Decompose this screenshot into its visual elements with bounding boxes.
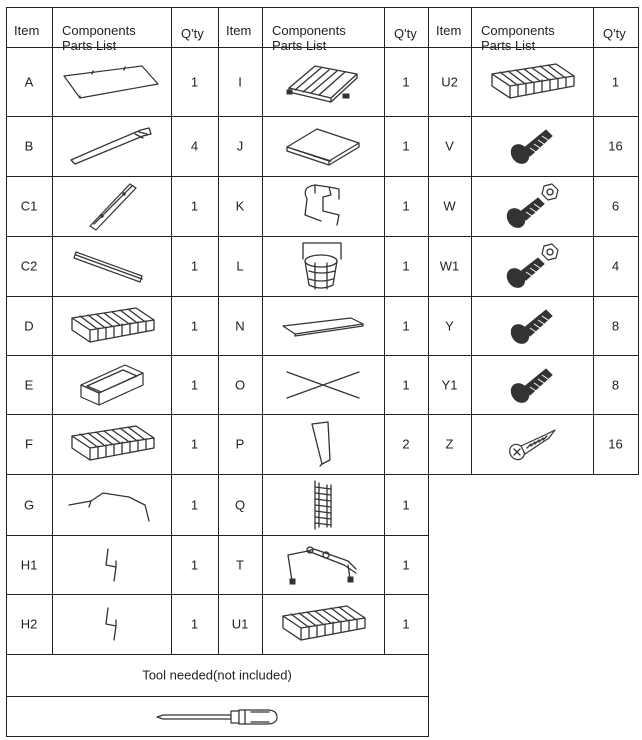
part-quantity: 1: [190, 436, 199, 452]
part-item-code: Q: [234, 497, 246, 512]
part-quantity: 1: [190, 198, 199, 214]
part-item-code: G: [23, 497, 35, 512]
part-quantity: 2: [402, 436, 410, 452]
part-quantity: 1: [402, 74, 410, 89]
header-components-label: Components: [62, 23, 136, 38]
part-item-code: C2: [20, 258, 38, 274]
tray-box-icon: [77, 361, 147, 414]
part-item-code: V: [445, 138, 454, 154]
part-quantity: 16: [608, 436, 623, 452]
tool-needed-label: Tool needed(not included): [142, 667, 292, 683]
part-item-code: D: [24, 318, 34, 333]
part-quantity: 1: [190, 616, 199, 632]
part-quantity: 8: [611, 377, 620, 392]
part-item-code: O: [234, 377, 246, 392]
header-qty-label: Q'ty: [181, 26, 204, 41]
header-components-label: Components: [481, 23, 555, 38]
comb-rack-icon: [309, 479, 337, 536]
part-item-code: F: [25, 436, 33, 452]
bolt-nut-icon: [504, 182, 560, 235]
wire-rack-icon: [285, 60, 361, 109]
part-item-code: Y1: [441, 377, 458, 392]
part-item-code: W: [443, 198, 456, 214]
part-quantity: 1: [190, 497, 199, 512]
flat-board-icon: [281, 314, 365, 343]
part-item-code: I: [238, 74, 242, 89]
screw-icon: [508, 306, 556, 351]
part-item-code: W1: [439, 258, 460, 274]
header-qty-label: Q'ty: [603, 26, 626, 41]
part-item-code: P: [235, 436, 245, 452]
shelf-tray-icon: [283, 125, 363, 172]
wire-basket-icon: [66, 422, 158, 471]
part-quantity: 1: [402, 497, 410, 512]
part-quantity: 1: [190, 557, 199, 572]
part-quantity: 1: [402, 198, 410, 214]
header-parts-list-label: Parts List: [62, 38, 117, 53]
rod-bar-icon: [67, 126, 157, 171]
wire-clip-icon: [308, 420, 338, 473]
part-quantity: 1: [402, 616, 410, 632]
wire-holder-icon: [293, 181, 353, 236]
part-quantity: 1: [611, 74, 620, 89]
wire-basket-icon: [486, 60, 578, 109]
header-item-label: Item: [436, 23, 462, 38]
part-item-code: H2: [20, 616, 38, 632]
part-item-code: N: [235, 318, 245, 333]
board-panel-icon: [62, 62, 162, 107]
part-quantity: 1: [190, 318, 199, 333]
part-item-code: U1: [231, 616, 249, 632]
hook-icon: [102, 606, 122, 647]
part-quantity: 1: [190, 258, 199, 274]
screw-icon: [508, 365, 556, 410]
part-item-code: C1: [20, 198, 38, 214]
screw-icon: [508, 126, 556, 171]
part-quantity: 1: [402, 318, 410, 333]
cross-wire-icon: [283, 368, 363, 407]
part-item-code: Y: [445, 318, 454, 333]
rail-bracket-icon: [72, 246, 152, 291]
bent-wire-icon: [67, 487, 157, 528]
wire-bracket-icon: [284, 545, 362, 590]
part-quantity: 8: [611, 318, 620, 333]
part-quantity: 1: [402, 557, 410, 572]
part-item-code: A: [24, 74, 34, 89]
part-quantity: 1: [190, 74, 199, 89]
bolt-nut-icon: [504, 242, 560, 295]
header-parts-list-label: Parts List: [272, 38, 327, 53]
part-item-code: T: [236, 557, 244, 572]
part-quantity: 1: [402, 138, 410, 154]
wire-basket-icon: [66, 304, 158, 353]
part-item-code: L: [236, 258, 244, 274]
part-quantity: 1: [190, 377, 199, 392]
part-quantity: 4: [190, 138, 199, 154]
header-item-label: Item: [14, 23, 40, 38]
rail-bracket-icon: [82, 178, 142, 239]
header-parts-list-label: Parts List: [481, 38, 536, 53]
part-item-code: K: [235, 198, 245, 214]
wire-basket-icon: [277, 602, 369, 651]
header-item-label: Item: [226, 23, 252, 38]
part-quantity: 1: [402, 258, 410, 274]
part-quantity: 4: [611, 258, 620, 274]
wood-screw-icon: [507, 426, 557, 467]
header-components-label: Components: [272, 23, 346, 38]
part-item-code: H1: [20, 557, 38, 572]
part-item-code: E: [24, 377, 34, 392]
screwdriver-icon: [155, 705, 279, 732]
part-item-code: B: [24, 138, 34, 154]
part-quantity: 6: [611, 198, 620, 214]
part-item-code: J: [236, 138, 244, 154]
part-item-code: Z: [445, 436, 454, 452]
header-qty-label: Q'ty: [394, 26, 417, 41]
hook-icon: [102, 547, 122, 588]
cup-holder-icon: [293, 239, 353, 298]
part-quantity: 16: [608, 138, 623, 154]
part-quantity: 1: [402, 377, 410, 392]
part-item-code: U2: [441, 74, 458, 89]
